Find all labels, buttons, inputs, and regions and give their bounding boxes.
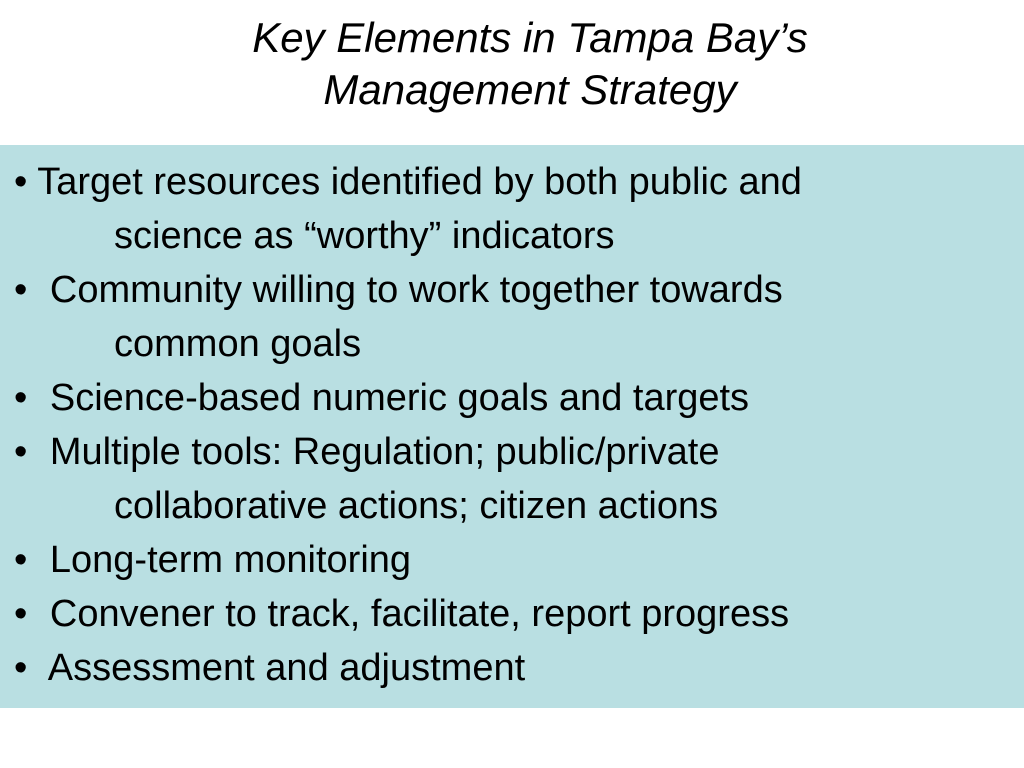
bullet-marker: • — [14, 431, 28, 473]
bullet-text-continued: science as “worthy” indicators — [114, 215, 615, 257]
bullet-list — [14, 155, 1014, 695]
bullet-text: Science-based numeric goals and targets — [49, 377, 750, 419]
bullet-marker: • — [14, 647, 28, 689]
bullet-item — [14, 641, 1014, 695]
content-box — [0, 145, 1024, 708]
bullet-item — [14, 155, 1014, 263]
bullet-text: Long-term monitoring — [49, 539, 412, 581]
bullet-text-continued: common goals — [114, 323, 362, 365]
bullet-item — [14, 425, 1014, 533]
slide-title-line-2: Management Strategy — [323, 66, 737, 113]
bullet-text: Assessment and adjustment — [47, 647, 526, 689]
bullet-text-continued: collaborative actions; citizen actions — [114, 485, 719, 527]
bullet-item — [14, 263, 1014, 371]
slide-title-line-1: Key Elements in Tampa Bay’s — [252, 14, 808, 61]
bullet-text: Multiple tools: Regulation; public/private — [49, 431, 720, 473]
bullet-item — [14, 587, 1014, 641]
bullet-marker: • — [14, 377, 28, 419]
bullet-marker: • — [14, 593, 28, 635]
bullet-marker: • — [14, 269, 28, 311]
bullet-item — [14, 371, 1014, 425]
bullet-item — [14, 533, 1014, 587]
bullet-text: Community willing to work together towards — [49, 269, 783, 311]
bullet-text: Convener to track, facilitate, report progress — [49, 593, 790, 635]
bullet-marker: • — [14, 539, 28, 581]
bullet-text: Target resources identified by both public and — [37, 161, 802, 203]
bullet-marker: • — [14, 161, 28, 203]
slide-title — [40, 12, 1020, 116]
